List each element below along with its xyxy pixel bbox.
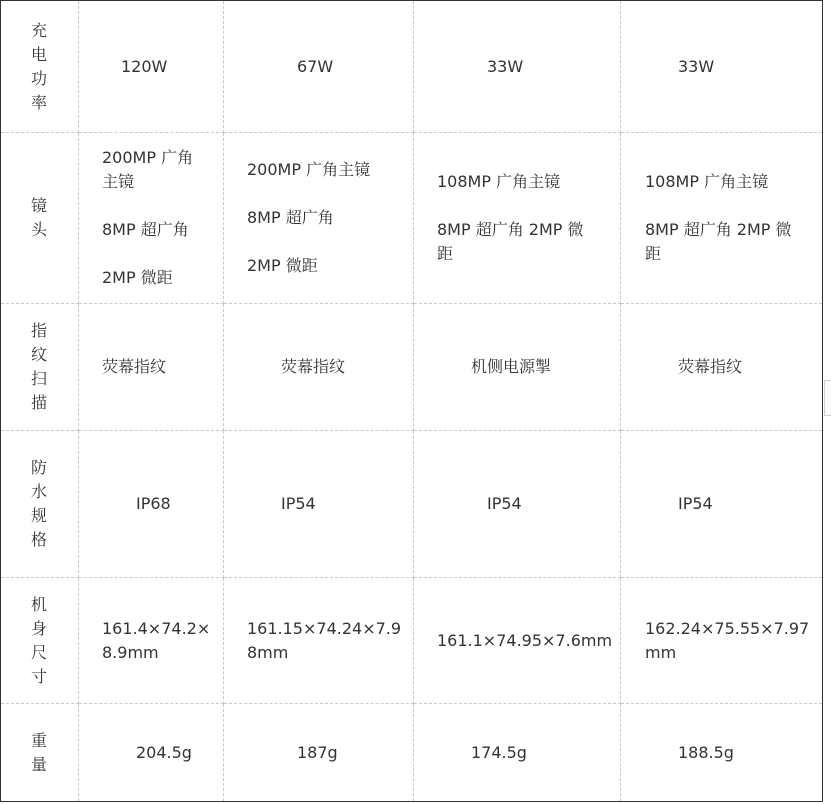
- cell-text: 174.5g: [471, 742, 527, 762]
- cell-camera-2: [224, 133, 414, 304]
- cell-text: 161.4×74.2×: [102, 618, 211, 638]
- cell-text: 8.9mm: [102, 642, 159, 662]
- cell-camera-3: [414, 133, 621, 304]
- cell-text: 108MP 广角主镜: [437, 172, 561, 191]
- row-label-char: 镜: [31, 196, 48, 215]
- cell-text: 204.5g: [136, 742, 192, 762]
- cell-camera-4: [621, 133, 823, 304]
- row-label-charging-power: [1, 1, 79, 133]
- row-label-char: 头: [31, 220, 48, 239]
- row-label-char: 率: [31, 92, 48, 112]
- cell-fingerprint-1: [79, 304, 224, 431]
- cell-text: 161.1×74.95×7.6mm: [437, 630, 613, 650]
- row-label-char: 机: [31, 594, 48, 614]
- row-label-char: 格: [31, 530, 48, 549]
- cell-dimensions-4: [621, 578, 823, 704]
- cell-text: 荧幕指纹: [102, 357, 167, 376]
- row-label-char: 电: [31, 44, 48, 64]
- row-label-char: 纹: [31, 345, 48, 364]
- cell-dimensions-3: [414, 578, 621, 704]
- row-camera: [1, 133, 823, 304]
- cell-text: 荧幕指纹: [281, 357, 346, 376]
- cell-text: 8MP 超广角: [102, 220, 189, 239]
- row-label-char: 指: [31, 321, 48, 340]
- cell-weight-3: [414, 704, 621, 802]
- cell-text: 8MP 超广角 2MP 微: [437, 220, 584, 239]
- cell-text: 主镜: [102, 172, 135, 191]
- cell-text: 33W: [487, 56, 524, 76]
- row-label-char: 重: [31, 730, 48, 750]
- cell-fingerprint-3: [414, 304, 621, 431]
- cell-text: 2MP 微距: [247, 256, 318, 275]
- cell-text: 187g: [297, 742, 338, 762]
- cell-text: 8mm: [247, 642, 289, 662]
- cell-text: 200MP 广角主镜: [247, 160, 371, 179]
- row-label-water-resistance: [1, 431, 79, 578]
- cell-text: IP54: [678, 494, 713, 513]
- cell-text: 67W: [297, 56, 334, 76]
- row-label-char: 量: [31, 754, 48, 774]
- cell-text: 200MP 广角: [102, 148, 194, 167]
- cell-text: 8MP 超广角: [247, 208, 334, 227]
- cell-water-resistance-1: [79, 431, 224, 578]
- cell-fingerprint-4: [621, 304, 823, 431]
- row-label-char: 尺: [31, 642, 48, 662]
- cell-weight-2: [224, 704, 414, 802]
- cell-text: 8MP 超广角 2MP 微: [645, 220, 792, 239]
- row-label-char: 功: [31, 68, 48, 88]
- cell-text: 162.24×75.55×7.97: [645, 618, 810, 638]
- cell-text: IP54: [281, 494, 316, 513]
- row-label-camera: [1, 133, 79, 304]
- row-label-char: 规: [31, 506, 48, 525]
- cell-charging-power-1: [79, 1, 224, 133]
- cell-dimensions-1: [79, 578, 224, 704]
- cell-weight-1: [79, 704, 224, 802]
- cell-water-resistance-2: [224, 431, 414, 578]
- scroll-handle[interactable]: [824, 380, 831, 416]
- row-label-char: 扫: [31, 369, 48, 388]
- cell-text: 161.15×74.24×7.9: [247, 618, 402, 638]
- cell-text: 108MP 广角主镜: [645, 172, 769, 191]
- row-label-char: 描: [31, 393, 48, 412]
- cell-text: mm: [645, 642, 677, 662]
- cell-charging-power-3: [414, 1, 621, 133]
- cell-text: 机侧电源掣: [471, 357, 552, 376]
- cell-text: 距: [437, 244, 454, 263]
- row-label-char: 身: [31, 618, 48, 638]
- cell-text: 距: [645, 244, 662, 263]
- row-dimensions: [1, 578, 823, 704]
- cell-dimensions-2: [224, 578, 414, 704]
- cell-text: IP54: [487, 494, 522, 513]
- row-label-char: 充: [31, 20, 48, 40]
- row-label-char: 寸: [31, 666, 48, 686]
- row-water-resistance: [1, 431, 823, 578]
- cell-camera-1: [79, 133, 224, 304]
- row-fingerprint: [1, 304, 823, 431]
- row-label-char: 防: [31, 458, 48, 477]
- cell-text: IP68: [136, 494, 171, 513]
- cell-charging-power-4: [621, 1, 823, 133]
- cell-water-resistance-4: [621, 431, 823, 578]
- row-label-fingerprint: [1, 304, 79, 431]
- cell-text: 荧幕指纹: [678, 357, 743, 376]
- row-label-dimensions: [1, 578, 79, 704]
- cell-water-resistance-3: [414, 431, 621, 578]
- cell-text: 188.5g: [678, 742, 734, 762]
- cell-text: 2MP 微距: [102, 268, 173, 287]
- cell-fingerprint-2: [224, 304, 414, 431]
- row-label-weight: [1, 704, 79, 802]
- cell-weight-4: [621, 704, 823, 802]
- cell-text: 33W: [678, 56, 715, 76]
- row-weight: [1, 704, 823, 802]
- cell-charging-power-2: [224, 1, 414, 133]
- cell-text: 120W: [121, 56, 168, 76]
- row-label-char: 水: [31, 482, 48, 501]
- row-charging-power: [1, 1, 823, 133]
